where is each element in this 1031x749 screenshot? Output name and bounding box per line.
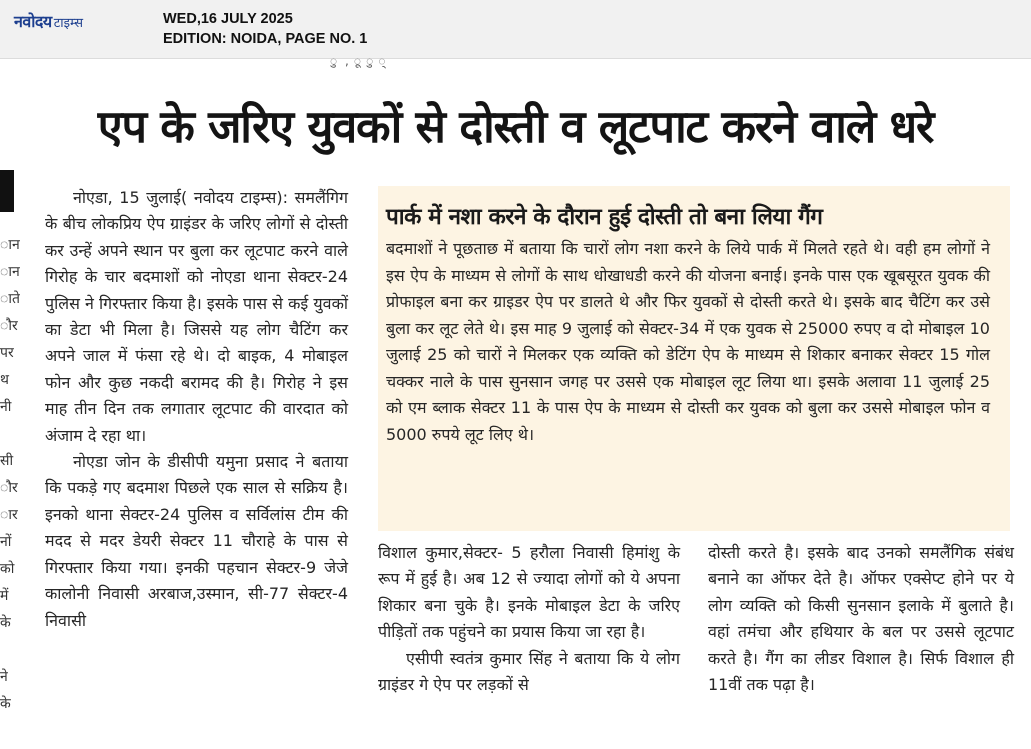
edge-fragment: ौर [0,480,18,496]
edge-fragment: सी [0,453,14,469]
edge-fragment: को [0,561,15,577]
logo-main-text: नवोदय [14,12,52,31]
edge-fragment: ने [0,669,8,685]
edge-fragment: नों [0,534,12,550]
edge-fragment: नी [0,399,12,415]
edge-fragment: थ [0,372,9,388]
edge-fragment: पर [0,345,14,361]
paragraph-dcp-statement: नोएडा जोन के डीसीपी यमुना प्रसाद ने बताया कि पकड़े गए बदमाश पिछले एक साल से सक्रिय है। इनको थाना सेक्टर-24 पुलिस व सर्विलांस टीम की मदद से मदर डेयरी सेक्टर 11 चौराहे के पास से गिरफ्तार किया गया। इनकी पहचान सेक्टर-9 जेजे कालोनी निवासी अरबाज,उस्मान, सी-77 सेक्टर-4 निवासी [45,452,348,630]
edge-fragment [0,421,20,448]
article-column-3 [708,540,1014,698]
edge-fragment: ाते [0,291,20,307]
adjacent-heading-fragment [0,170,14,212]
edge-fragment: ान [0,264,20,280]
edge-fragment: में [0,588,9,604]
paragraph-modus-operandi: दोस्ती करते है। इसके बाद उनको समलैंगिक संबंध बनाने का ऑफर देते है। ऑफर एक्सेप्ट होने पर ये लोग व्यक्ति को किसी सुनसान इलाके में बुलाते है। वहां तमंचा और हथियार के बल पर उससे लूटपाट करते है। गैंग का लीडर विशाल है। सिर्फ विशाल ही 11वीं तक पढ़ा है। [708,543,1014,695]
article-column-1 [45,185,348,634]
cut-text-fragment: ु , ू ु ् [330,54,388,68]
article-headline: एप के जरिए युवकों से दोस्ती व लूटपाट करने वाले धरे [97,100,934,153]
edge-fragment: के [0,696,11,712]
edge-fragment: ौर [0,318,18,334]
box-body-text: बदमाशों ने पूछताछ में बताया कि चारों लोग नशा करने के लिये पार्क में मिलते रहते थे। वही हम लोगों ने इस ऐप के माध्यम से लोगों के साथ धोखाधडी करने की योजना बनाई। इनके पास एक खूबसूरत युवक की प्रोफाइल बना कर ग्राइडर ऐप पर डालते थे और फिर युवकों से दोस्ती करते थे। इसके बाद चैटिंग कर उसे बुला कर लूट लेते थे। इस माह 9 जुलाई को सेक्टर-34 में एक युवक से 25000 रुपए व दो मोबाइल 10 जुलाई 25 को चारों ने मिलकर एक व्यक्ति को डेटिंग ऐप के माध्यम से शिकार बनाकर सेक्टर 15 गोल चक्कर नाले के पास सुनसान जगह पर उससे एक मोबाइल लूट लिया था। इसके अलावा 11 जुलाई 25 को एम ब्लाक सेक्टर 11 के पास ऐप के माध्यम से दोस्ती कर युवक को बुला कर उससे मोबाइल फोन व 5000 रुपये लूट लिए थे। [386,239,990,444]
edge-fragment [0,637,20,664]
highlight-box [378,186,1010,531]
edition-header [0,0,1031,59]
paragraph-intro: नोएडा, 15 जुलाई( नवोदय टाइम्स): समलैंगिग के बीच लोकप्रिय ऐप ग्राइंडर के जरिए लोगों से दोस्ती कर उन्हें अपने स्थान पर बुला कर लूटपाट करने वाले गिरोह के चार बदमाशों को नोएडा थाना सेक्टर-24 पुलिस ने गिरफ्तार किया है। इसके पास से कई युवकों का डेटा भी मिला है। जिससे यह लोग चैटिंग कर अपने जाल में फंसा रहे थे। दो बाइक, 4 मोबाइल फोन और कुछ नकदी बरामद की है। गिरोह ने इस माह तीन दिन तक लगातार लूटपाट की वारदात को अंजाम दे रहा था। [45,188,348,445]
paragraph-acp-statement: एसीपी स्वतंत्र कुमार सिंह ने बताया कि ये लोग ग्राइंडर गे ऐप पर लड़कों से [378,648,680,695]
edge-fragment: ान [0,237,20,253]
box-subheading: पार्क में नशा करने के दौरान हुई दोस्ती तो बना लिया गैंग [386,204,823,230]
logo-sub-text: टाइम्स [53,16,84,31]
article-column-2 [378,540,680,698]
edition-page: EDITION: NOIDA, PAGE NO. 1 [163,31,368,47]
edition-date: WED,16 JULY 2025 [163,11,293,27]
edition-meta [163,9,367,49]
edge-fragment: ार [0,507,18,523]
edge-fragment: के [0,615,11,631]
adjacent-column-fragment [0,170,20,718]
newspaper-logo[interactable] [14,10,83,32]
paragraph-identification: विशाल कुमार,सेक्टर- 5 हरौला निवासी हिमांशु के रूप में हुई है। अब 12 से ज्यादा लोगों को ये अपना शिकार बना चुके है। इनके मोबाइल डेटा के जरिए पीड़ितों तक पहुंचने का प्रयास किया जा रहा है। [378,543,680,642]
